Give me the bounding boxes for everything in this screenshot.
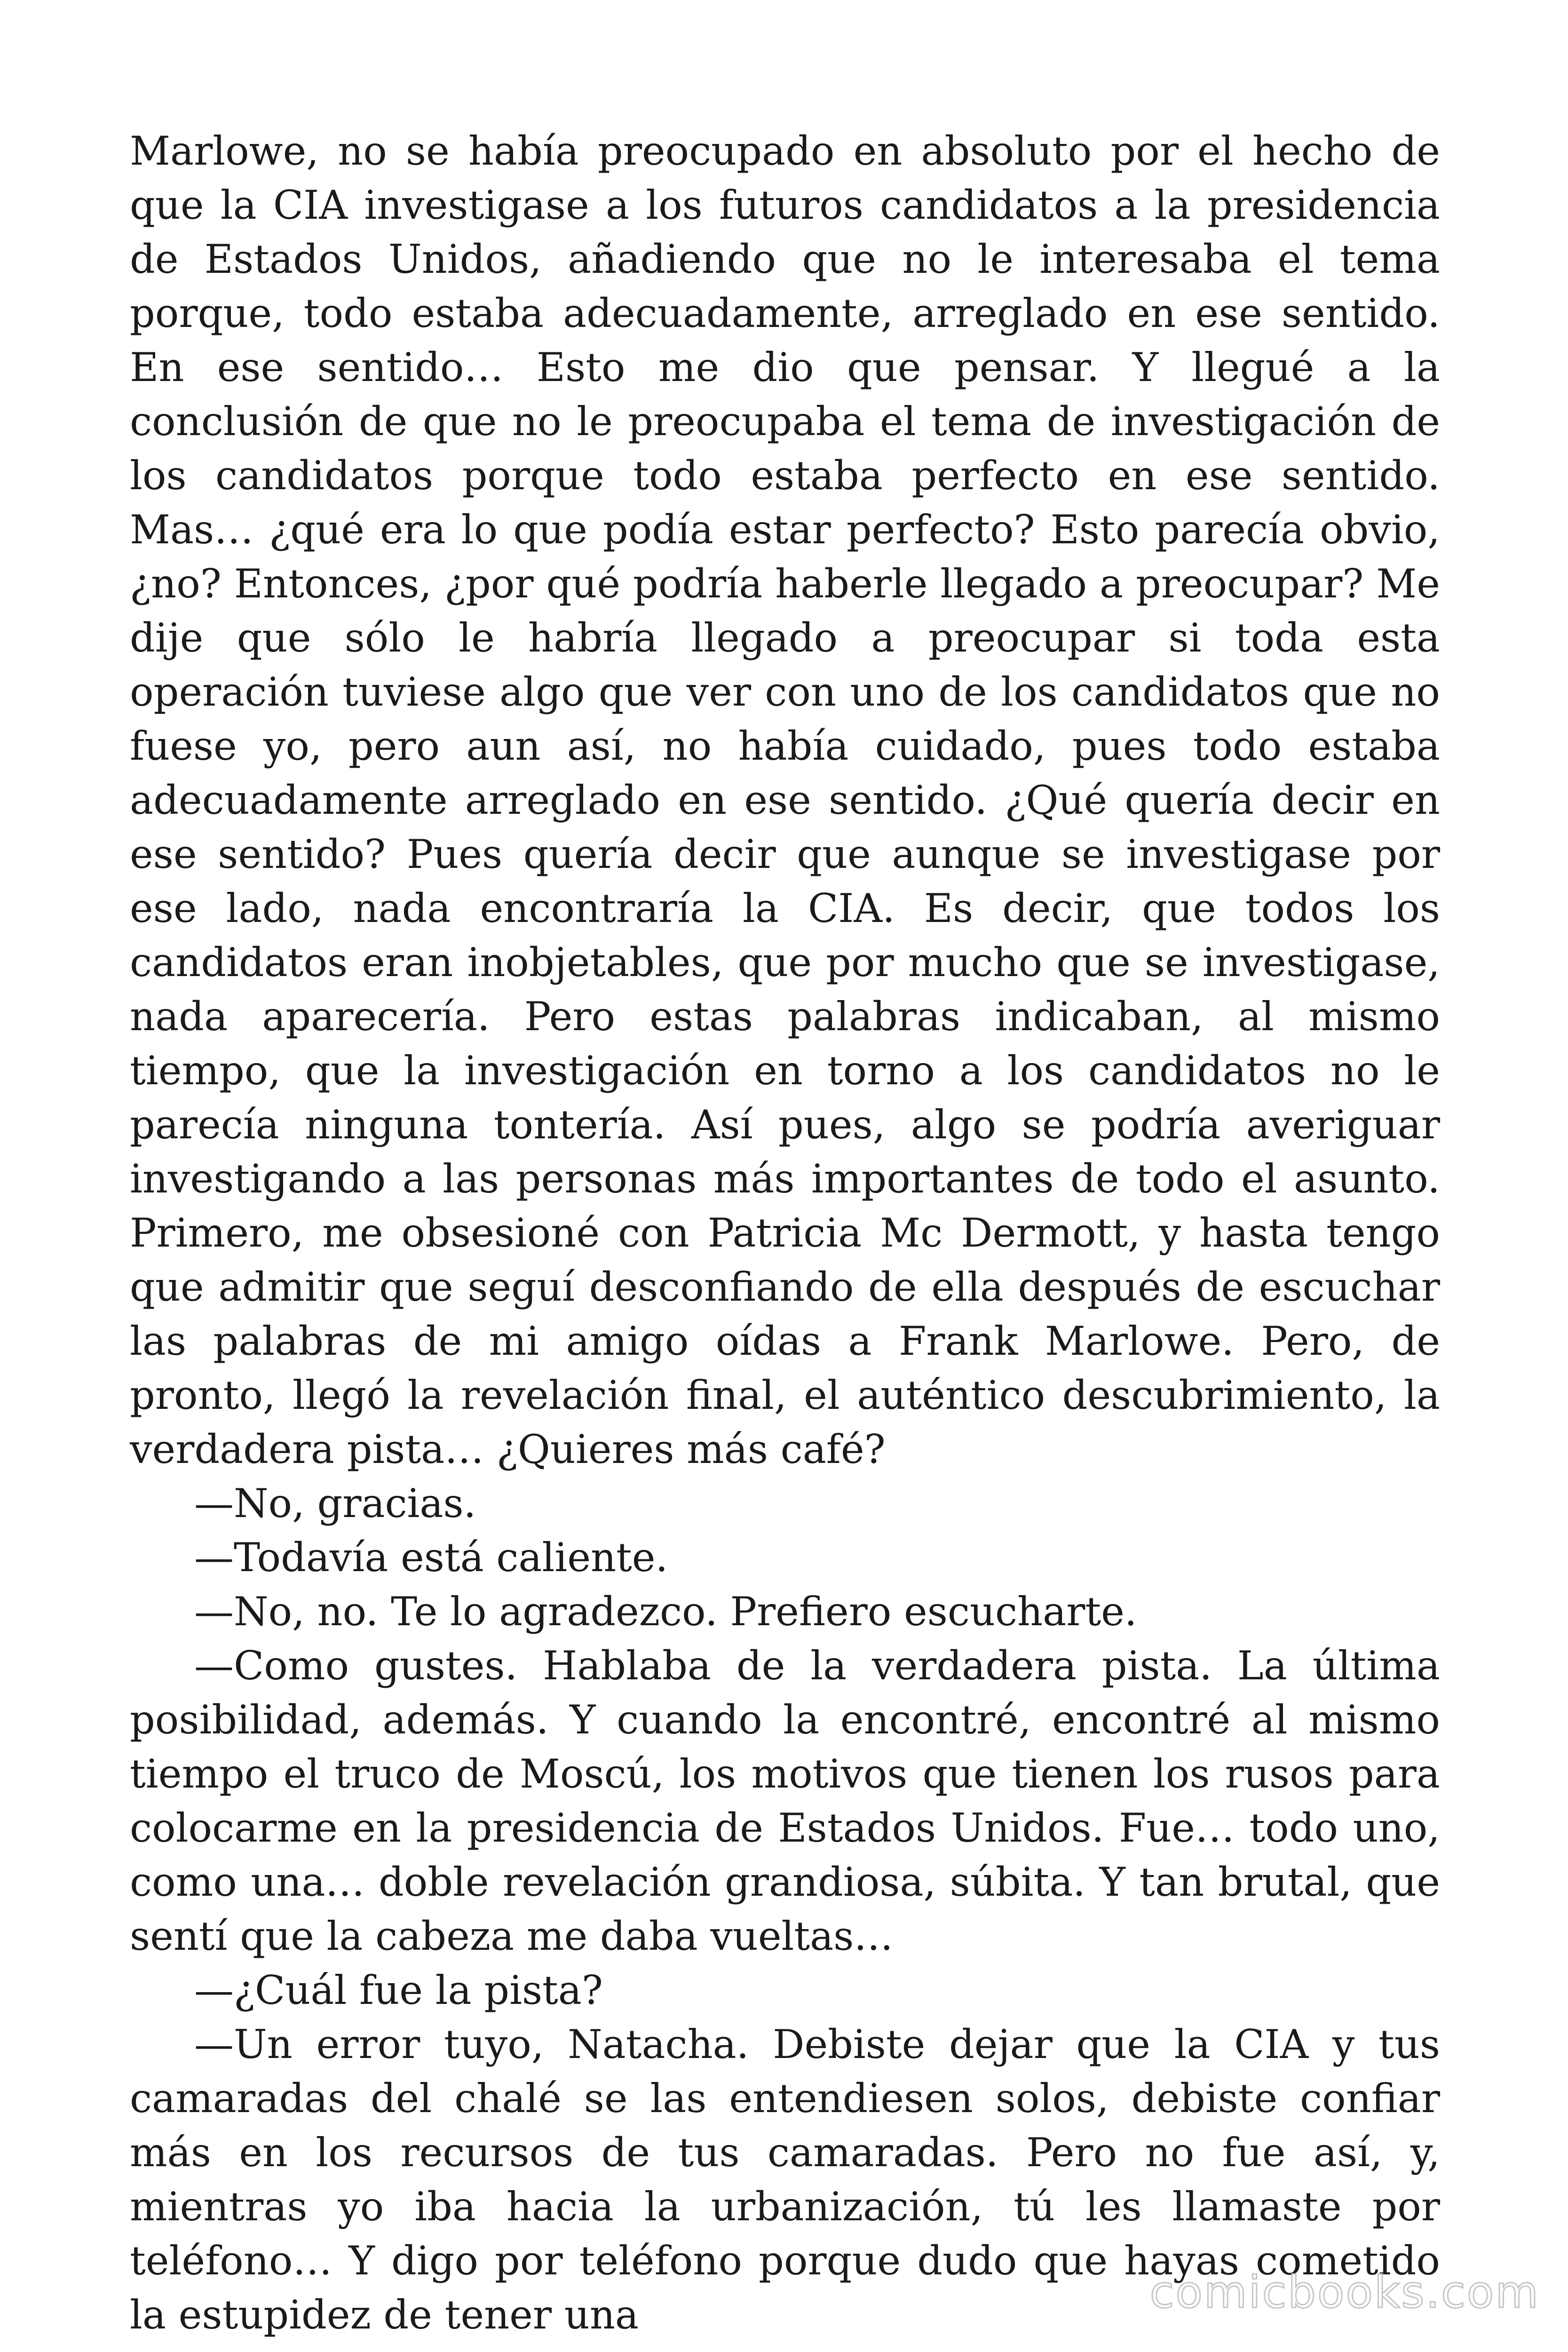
dialogue-line: —¿Cuál fue la pista? bbox=[194, 1967, 603, 2013]
paragraph-continuation: Marlowe, no se había preocupado en absoluto por el hecho de que la CIA investigase a los futuros candidatos a la presidencia de Estados Unidos, añadiendo que no le interesaba el tema porque, todo estaba adecuadamente, arreglado en ese sentido. En ese sentido… Esto me dio que pensar. Y llegué a la conclusión de que no le preocupaba el tema de investigación de los candidatos porque todo estaba perfecto en ese sentido. Mas… ¿qué era lo que podía estar perfecto? Esto parecía obvio, ¿no? Entonces, ¿por qué podría haberle llegado a preocupar? Me dije que sólo le habría llegado a preocupar si toda esta operación tuviese algo que ver con uno de los candidatos que no fuese yo, pero aun así, no había cuidado, pues todo estaba adecuadamente arreglado en ese sentido. ¿Qué quería decir en ese sentido? Pues quería decir que aunque se investigase por ese lado, nada encontraría la CIA. Es decir, que todos los candidatos eran inobjetables, que por mucho que se investigase, nada aparecería. Pero estas palabras indicaban, al mismo tiempo, que la investigación en torno a los candidatos no le parecía ninguna tontería. Así pues, algo se podría averiguar investigando a las personas más importantes de todo el asunto. Primero, me obsesioné con Patricia Mc Dermott, y hasta tengo que admitir que seguí desconfiando de ella después de escuchar las palabras de mi amigo oídas a Frank Marlowe. Pero, de pronto, llegó la revelación final, el auténtico descubrimiento, la verdadera pista… ¿Quieres más café? bbox=[130, 128, 1440, 1472]
dialogue-line: —No, no. Te lo agradezco. Prefiero escucharte. bbox=[194, 1589, 1137, 1635]
dialogue-line: —Un error tuyo, Natacha. Debiste dejar que la CIA y tus camaradas del chalé se las entendiesen solos, debiste confiar más en los recursos de tus camaradas. Pero no fue así, y, mientras yo iba hacia la urbanización, tú les llamaste por teléfono… Y digo por teléfono porque dudo que hayas cometido la estupidez de tener una bbox=[130, 2021, 1440, 2338]
dialogue-line: —Todavía está caliente. bbox=[194, 1534, 668, 1581]
dialogue-line: —Como gustes. Hablaba de la verdadera pista. La última posibilidad, además. Y cuando la encontré, encontré al mismo tiempo el truco de Moscú, los motivos que tienen los rusos para colocarme en la presidencia de Estados Unidos. Fue… todo uno, como una… doble revelación grandiosa, súbita. Y tan brutal, que sentí que la cabeza me daba vueltas… bbox=[130, 1643, 1440, 1959]
dialogue-line: —No, gracias. bbox=[194, 1480, 476, 1526]
page-body bbox=[130, 124, 1440, 2342]
watermark: comicbooks.com bbox=[1149, 2267, 1540, 2318]
